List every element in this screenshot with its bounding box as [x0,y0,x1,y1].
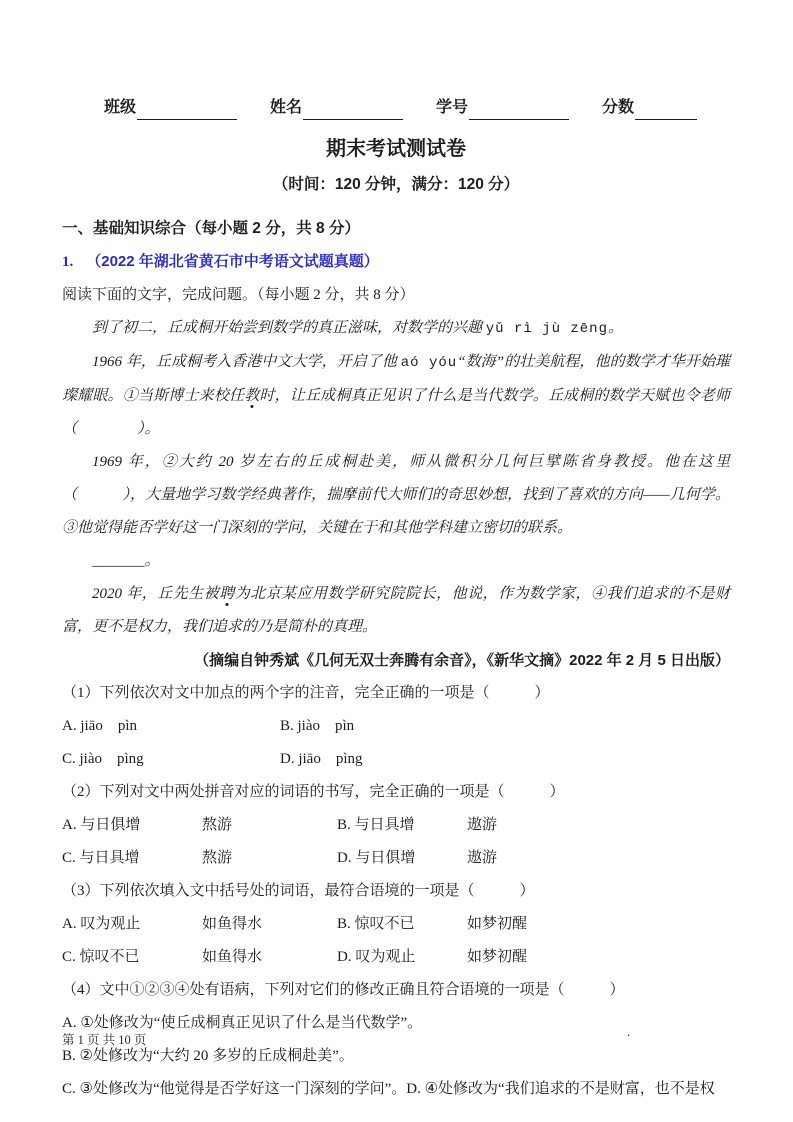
option-cell: B. ②处修改为“大约 20 多岁的丘成桐赴美”。 [62,1048,354,1064]
text-run: 到了初二，丘成桐开始尝到数学的真正滋味，对数学的兴趣 [92,320,486,336]
question-number: 1. [62,254,74,270]
passage-paragraph [62,545,730,578]
question-1-line [62,245,730,312]
option-cell: D. jiāo pìng [280,751,363,767]
subquestion-stem: （3）下列依次填入文中括号处的词语，最符合语境的一项是（ ） [62,883,535,899]
blank-underline [303,102,403,120]
text-run: 2020 年，丘先生被 [92,586,220,602]
text-run: 。 [607,320,623,336]
pinyin-run: yǔ rì jù zēng [485,321,608,337]
option-cell: 熬游 [202,850,233,866]
option-cell: 遨游 [467,850,498,866]
options-row [62,941,730,974]
subquestion-stem: （1）下列依次对文中加点的两个字的注音，完全正确的一项是（ ） [62,685,550,701]
option-cell: D. 与日俱增 [337,850,416,866]
text-run: “数海”的壮美航程，他的数学才华开始璀璨耀眼。①当斯博士来校任 [62,354,731,404]
passage-paragraph [62,446,730,545]
passage-paragraph [62,346,730,446]
text-run: 1966 年，丘成桐考入香港中文大学，开启了他 [92,354,401,370]
option-cell: 如梦初醒 [467,949,528,965]
fill-in-studentid [436,96,569,120]
subquestion-stem: （4）文中①②③④处有语病，下列对它们的修改正确且符合语境的一项是（ ） [62,982,625,998]
options-row [62,743,730,776]
page-footer [62,1031,146,1049]
passage-attribution: （摘编自钟秀斌《几何无双士奔腾有余音》，《新华文摘》2022 年 2 月 5 日出版） [194,652,730,669]
blank-underline [469,102,569,120]
options-row [62,842,730,875]
options-row [62,908,730,941]
section-heading: 一、基础知识综合（每小题 2 分，共 8 分） [62,220,360,237]
student-info-row [104,96,697,120]
fill-in-score [602,96,697,120]
subquestions-block [62,677,730,1106]
options-row [62,710,730,743]
text-run: 为北京某应用数学研究院院长，他说，作为数学家，④我们追求的不是财富，更不是权力，我们追求的乃是简朴的真理。 [62,586,730,635]
option-cell: C. 惊叹不已 [62,949,140,965]
subquestion-4 [62,974,730,1106]
time-score-line: （时间：120 分钟，满分：120 分） [272,176,520,193]
pinyin-run: aó yóu [400,355,458,371]
subquestion-2 [62,776,730,875]
option-cell: 熬游 [202,817,233,833]
option-cell: 如梦初醒 [467,916,528,932]
page-title: 期末考试测试卷 [326,138,466,160]
fill-in-name [270,96,403,120]
question-instruction: 阅读下面的文字，完成问题。（每小题 2 分，共 8 分） [62,287,415,303]
option-cell: C. 与日具增 [62,850,140,866]
passage-paragraph [62,312,730,346]
option-cell: A. 叹为观止 [62,916,141,932]
option-cell: B. 与日具增 [337,817,415,833]
fill-in-label: 分数 [601,99,634,116]
text-run: _______。 [92,553,160,569]
fill-in-class [104,96,237,120]
stray-dot-mark: . [627,1024,631,1039]
option-cell: B. 惊叹不已 [337,916,415,932]
blank-underline [635,102,697,120]
option-cell: B. jiào pìn [280,718,355,734]
emphasized-char: 聘 [219,586,235,602]
fill-in-label: 班级 [104,99,137,116]
text-run: 时，让丘成桐真正见识了什么是当代数学。丘成桐的数学天赋也令老师（ ）。 [62,388,730,437]
subquestion-stem: （2）下列对文中两处拼音对应的词语的书写，完全正确的一项是（ ） [62,784,565,800]
option-cell: A. 与日俱增 [62,817,141,833]
options-row [62,809,730,842]
blank-underline [137,102,237,120]
option-cell: A. ①处修改为“使丘成桐真正见识了什么是当代数学”。 [62,1015,423,1031]
option-cell: 遨游 [467,817,498,833]
page-number-label: 第 1 页 共 10 页 [62,1033,147,1047]
option-cell: 如鱼得水 [202,949,263,965]
option-cell: C. ③处修改为“他觉得是否学好这一门深刻的学问”。D. ④处修改为“我们追求的不是财富，也不是权 [62,1081,715,1097]
text-run: 1969 年，②大约 20 岁左右的丘成桐赴美，师从微积分几何巨擘陈省身教授。他在这里（ ），大量地学习数学经典著作，揣摩前代大师们的奇思妙想，找到了喜欢的方向——几何学。③他觉得能否学好这一门深刻的学问，关键在于和其他学科建立密切的联系。 [62,454,730,536]
option-cell: C. jiào pìng [62,751,144,767]
question-source-tag: （2022 年湖北省黄石市中考语文试题真题） [86,253,379,270]
option-cell: 如鱼得水 [202,916,263,932]
subquestion-3 [62,875,730,974]
passage-paragraph [62,578,730,644]
options-row [62,1040,730,1073]
option-cell: D. 叹为观止 [337,949,416,965]
fill-in-label: 学号 [435,99,468,116]
option-cell: A. jiāo pìn [62,718,137,734]
fill-in-label: 姓名 [269,99,302,116]
subquestion-1 [62,677,730,776]
options-row [62,1073,730,1106]
emphasized-char: 教 [244,388,260,404]
reading-passage [62,312,730,644]
